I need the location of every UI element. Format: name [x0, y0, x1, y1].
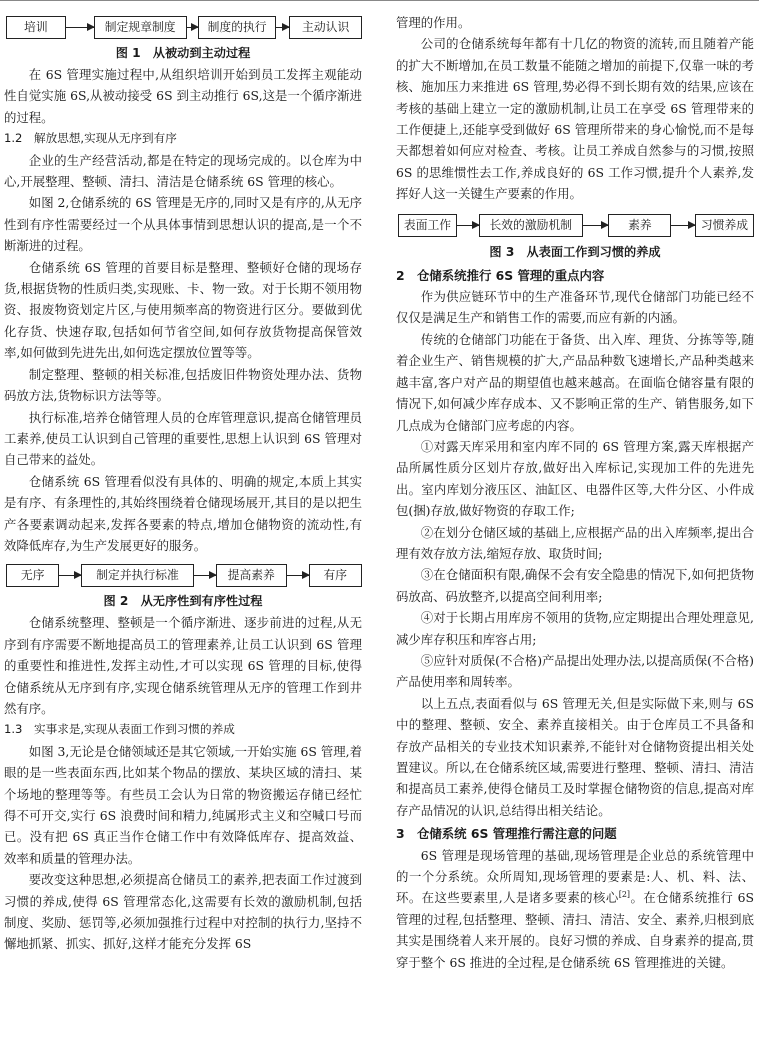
paragraph: 在 6S 管理实施过程中,从组织培训开始到员工发挥主观能动性自觉实施 6S,从被动接受 6S 到主动推行 6S,这是一个循序渐进的过程。 — [4, 67, 362, 125]
fig2-arrow-3 — [287, 575, 309, 576]
section-heading-2: 2 仓储系统推行 6S 管理的重点内容 — [396, 267, 605, 283]
left-column — [4, 12, 362, 955]
figure-2-caption: 图 2 从无序性到有序性过程 — [103, 594, 263, 609]
figure-1-flowchart — [4, 12, 362, 42]
fig3-arrow-1 — [457, 225, 479, 226]
fig1-box-rules: 制定规章制度 — [94, 16, 187, 39]
paragraph: 管理的作用。 — [396, 15, 471, 30]
paragraph: 公司的仓储系统每年都有十几亿的物资的流转,而且随着产能的扩大不断增加,在员工数量不能随之增加的前提下,仅靠一味的考核、施加压力来推进 6S 管理,势必得不到长期有效的结果,应该在考核的基础上建立一定的激励机制,让员工在享受 6S 管理带来的工作便捷上,还能享受到做好 6S 管理所带来的身心愉悦,而不是每天都想着如何应对检查、考核。让员工养成自然参与的习惯,按照 6S 的思维惯性去工作,养成良好的 6S 工作习惯,提升个人素养,发挥好人这一关键生产要素的作用。 — [396, 36, 754, 202]
paragraph: 制定整理、整顿的相关标准,包括废旧件物资处理办法、货物码放方法,货物标识方法等等。 — [4, 366, 362, 404]
fig2-box-literacy: 提高素养 — [216, 564, 287, 587]
figure-3-caption: 图 3 从表面工作到习惯的养成 — [489, 244, 661, 259]
paragraph: 企业的生产经营活动,都是在特定的现场完成的。以仓库为中心,开展整理、整顿、清扫、清洁是仓储系统 6S 管理的核心。 — [4, 152, 362, 190]
list-item: ④对于长期占用库房不领用的货物,应定期提出合理处理意见,减少库存积压和库容占用; — [396, 610, 754, 647]
fig3-arrow-2 — [583, 225, 609, 226]
fig1-box-training: 培训 — [6, 16, 66, 39]
list-item: ①对露天库采用和室内库不同的 6S 管理方案,露天库根据产品所属性质分区划片存放,做好出入库标记,实现加工件的先进先出。室内库划分液压区、油缸区、电器件区等,大件分区、小件成包(捆)存放,做好物资的存取工作; — [396, 438, 754, 519]
fig3-box-literacy: 素养 — [608, 214, 671, 237]
figure-1-caption: 图 1 从被动到主动过程 — [115, 46, 251, 60]
fig3-box-surface-work: 表面工作 — [398, 214, 457, 237]
paragraph: 传统的仓储部门功能在于备货、出入库、理货、分拣等等,随着企业生产、销售规模的扩大,产品品种数飞速增长,产品种类越来越丰富,客户对产品的期望值也越来越高。在面临仓储容量有限的情况下,如何减少库存成本、又不影响正常的生产、销售服务,如下几点成为仓储部门应考虑的内容。 — [396, 331, 754, 433]
figure-2-flowchart — [4, 560, 362, 590]
paragraph: 仓储系统 6S 管理看似没有具体的、明确的规定,本质上其实是有序、有条理性的,其始终围绕着仓储现场展开,其目的是以把生产各要素调动起来,发挥各要素的特点,增加仓储物资的流动性,有效降低库存,为生产发展更好的服务。 — [4, 473, 362, 553]
section-heading-3: 3 仓储系统 6S 管理推行需注意的问题 — [396, 826, 617, 842]
paragraph: 仓储系统整理、整顿是一个循序渐进、逐步前进的过程,从无序到有序需要不断地提高员工的管理素养,让员工认识到 6S 管理的重要性和推进性,发挥主动性,才可以实现 6S 管理的目标,使得仓储系统从无序到有序,实现仓储系统管理从无序的管理工作到井然有序。 — [4, 615, 362, 716]
list-item: ②在划分仓储区域的基础上,应根据产品的出入库频率,提出合理有效存放方法,缩短存放、取货时间; — [396, 524, 754, 561]
figure-1 — [4, 12, 362, 64]
paragraph: 执行标准,培养仓储管理人员的仓库管理意识,提高仓储管理员工素养,使员工认识到自己管理的重要性,思想上认识到 6S 管理对自己带来的益处。 — [4, 409, 362, 468]
fig1-arrow-1 — [66, 27, 94, 28]
paragraph: 如图 3,无论是仓储领域还是其它领域,一开始实施 6S 管理,着眼的是一些表面东西,比如某个物品的摆放、某块区域的清扫、某个场地的整理等等。有些员工会认为日常的物资搬运存储已经忙得不可开交,实行 6S 浪费时间和精力,纯属形式主义和空喊口号而已。没有把 6S 真正当作仓储工作中有效降低库存、提高效益、效率和质量的管理办法。 — [4, 743, 362, 866]
paragraph — [396, 845, 754, 973]
fig2-arrow-2 — [194, 575, 216, 576]
right-column — [396, 12, 754, 973]
page-top-rule — [0, 0, 759, 4]
figure-3 — [396, 211, 754, 263]
figure-3-flowchart — [396, 211, 754, 241]
fig1-box-initiative: 主动认识 — [289, 16, 362, 39]
fig2-box-disorder: 无序 — [6, 564, 59, 587]
fig1-arrow-3 — [276, 27, 289, 28]
paragraph: 如图 2,仓储系统的 6S 管理是无序的,同时又是有序的,从无序性到有序性需要经过一个从具体事情到思想认识的提高,是一个不断渐进的过程。 — [4, 195, 362, 254]
list-item: ③在仓储面积有限,确保不会有安全隐患的情况下,如何把货物码放高、码放整齐,以提高空间利用率; — [396, 567, 754, 604]
paragraph: 仓储系统 6S 管理的首要目标是整理、整顿好仓储的现场存货,根据货物的性质归类,实现账、卡、物一致。对于长期不领用物资、报废物资划定片区,与使用频率高的物资进行区分。要做到优化存货、快速存取,包括如何节省空间,如何存放货物提高保管效率,如何做到先进先出,如何选定摆放位置等等。 — [4, 259, 362, 361]
fig2-box-order: 有序 — [309, 564, 362, 587]
citation-ref[interactable]: [2] — [618, 890, 631, 900]
fig3-box-habit: 习惯养成 — [695, 214, 754, 237]
fig1-arrow-2 — [187, 27, 198, 28]
fig1-box-execution: 制度的执行 — [198, 16, 276, 39]
list-item: ⑤应针对质保(不合格)产品提出处理办法,以提高质保(不合格)产品使用率和周转率。 — [396, 652, 754, 690]
section-heading-1-2: 1.2 解放思想,实现从无序到有序 — [4, 131, 177, 146]
paragraph: 作为供应链环节中的生产准备环节,现代仓储部门功能已经不仅仅是满足生产和销售工作的需要,而应有新的内涵。 — [396, 289, 754, 326]
paragraph-text: 。在仓储系统推行 6S 管理的过程,包括整理、整顿、清扫、清洁、安全、素养,归根到底其实是围绕着人来开展的。良好习惯的养成、自身素养的提高,贯穿于整个 6S 推进的全过程,是仓储系统 6S 管理推进的关键。 — [396, 890, 754, 970]
fig2-box-standards: 制定并执行标准 — [81, 564, 194, 587]
fig2-arrow-1 — [59, 575, 81, 576]
paragraph: 以上五点,表面看似与 6S 管理无关,但是实际做下来,则与 6S 中的整理、整顿、安全、素养直接相关。由于仓库员工不具备和存放产品相关的专业技术知识素养,不能针对仓储物资提出相关处置建议。所以,在仓储系统区域,需要进行整理、整顿、清扫、清洁和提高员工素养,使得仓储员工及时掌握仓储物资的信息,提高对库存产品情况的认识,总结得出相关结论。 — [396, 695, 754, 818]
fig3-arrow-3 — [671, 225, 695, 226]
section-heading-1-3: 1.3 实事求是,实现从表面工作到习惯的养成 — [4, 722, 235, 737]
fig3-box-incentive: 长效的激励机制 — [479, 214, 583, 237]
paragraph: 要改变这种思想,必须提高仓储员工的素养,把表面工作过渡到习惯的养成,使得 6S 管理常态化,这需要有长效的激励机制,包括制度、奖励、惩罚等,必须加强推行过程中对控制的执行力,坚持不懈地抓紧、抓实、抓好,这样才能充分发挥 6S — [4, 872, 362, 952]
paragraph-text: 6S 管理是现场管理的基础,现场管理是企业总的系统管理中的一个分系统。众所周知,现场管理的要素是:人、机、料、法、环。在这些要素里,人是诸多要素的核心 — [396, 847, 754, 906]
figure-2 — [4, 560, 362, 612]
